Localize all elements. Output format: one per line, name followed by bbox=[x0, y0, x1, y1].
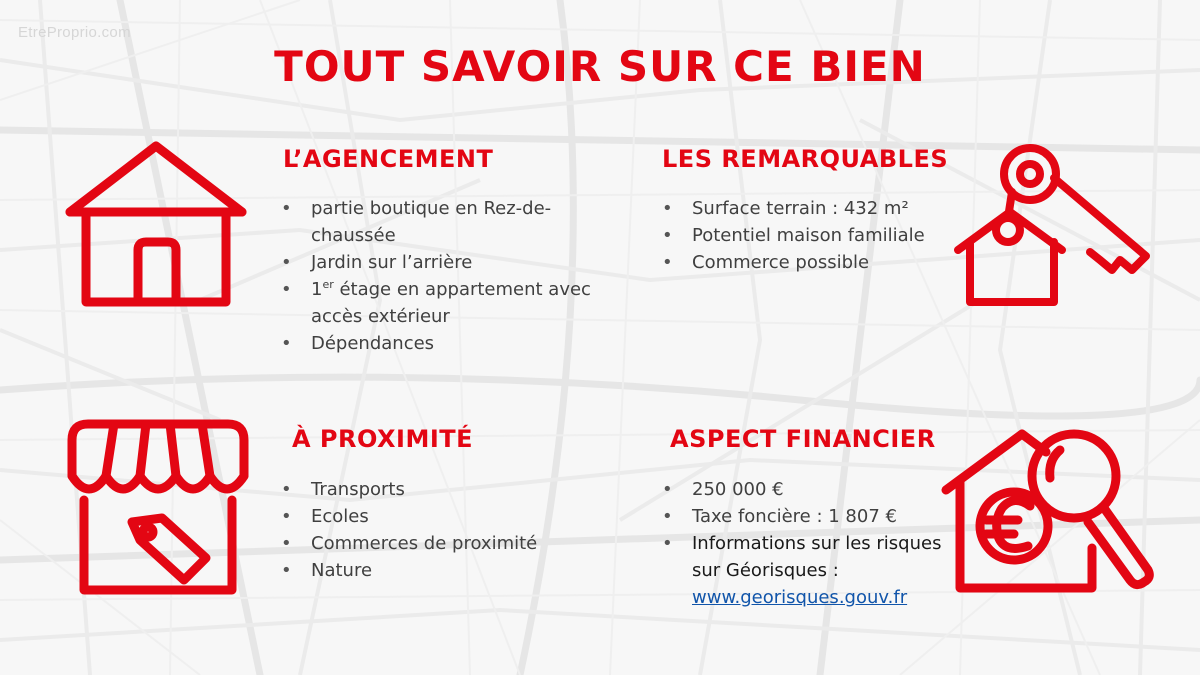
item-text-base: 1 bbox=[311, 279, 323, 300]
list-item bbox=[281, 276, 611, 330]
list-item bbox=[662, 222, 952, 249]
agencement-list bbox=[281, 195, 611, 357]
house-keys-icon bbox=[950, 138, 1154, 308]
list-item bbox=[662, 530, 947, 611]
item-text-rest: étage en appartement avec accès extérieur bbox=[311, 279, 591, 327]
item-text: Potentiel maison familiale bbox=[692, 225, 925, 246]
section-title-agencement: L’AGENCEMENT bbox=[283, 145, 494, 173]
list-item bbox=[662, 476, 947, 503]
section-title-financier: ASPECT FINANCIER bbox=[670, 425, 936, 453]
house-icon bbox=[64, 138, 248, 310]
item-text: Commerce possible bbox=[692, 252, 870, 273]
list-item bbox=[281, 476, 611, 503]
list-item bbox=[662, 195, 952, 222]
list-item bbox=[662, 503, 947, 530]
item-text: Taxe foncière : 1 807 € bbox=[692, 506, 897, 527]
item-text: partie boutique en Rez-de-chaussée bbox=[311, 198, 552, 246]
page-title: TOUT SAVOIR SUR CE BIEN bbox=[274, 42, 926, 91]
item-text: Ecoles bbox=[311, 506, 369, 527]
watermark: EtreProprio.com bbox=[18, 24, 131, 41]
section-title-proximite: À PROXIMITÉ bbox=[292, 425, 474, 453]
georisques-link[interactable]: www.georisques.gouv.fr bbox=[692, 587, 908, 608]
list-item bbox=[281, 195, 611, 249]
item-text-superscript: er bbox=[322, 278, 334, 291]
financier-list bbox=[662, 476, 947, 611]
list-item bbox=[281, 249, 611, 276]
house-euro-search-icon bbox=[940, 428, 1160, 596]
item-text: Surface terrain : 432 m² bbox=[692, 198, 909, 219]
item-text: Informations sur les risques sur Géorisques : bbox=[692, 533, 942, 581]
list-item bbox=[281, 503, 611, 530]
item-text: Commerces de proximité bbox=[311, 533, 538, 554]
remarquables-list bbox=[662, 195, 952, 276]
list-item bbox=[281, 330, 611, 357]
shop-tag-icon bbox=[66, 418, 250, 596]
list-item bbox=[281, 530, 611, 557]
item-text: Nature bbox=[311, 560, 373, 581]
section-title-remarquables: LES REMARQUABLES bbox=[662, 145, 949, 173]
proximite-list bbox=[281, 476, 611, 584]
item-text: 250 000 € bbox=[692, 479, 784, 500]
item-text: Dépendances bbox=[311, 333, 435, 354]
item-text: Jardin sur l’arrière bbox=[311, 252, 473, 273]
list-item bbox=[662, 249, 952, 276]
item-text: Transports bbox=[311, 479, 405, 500]
list-item bbox=[281, 557, 611, 584]
